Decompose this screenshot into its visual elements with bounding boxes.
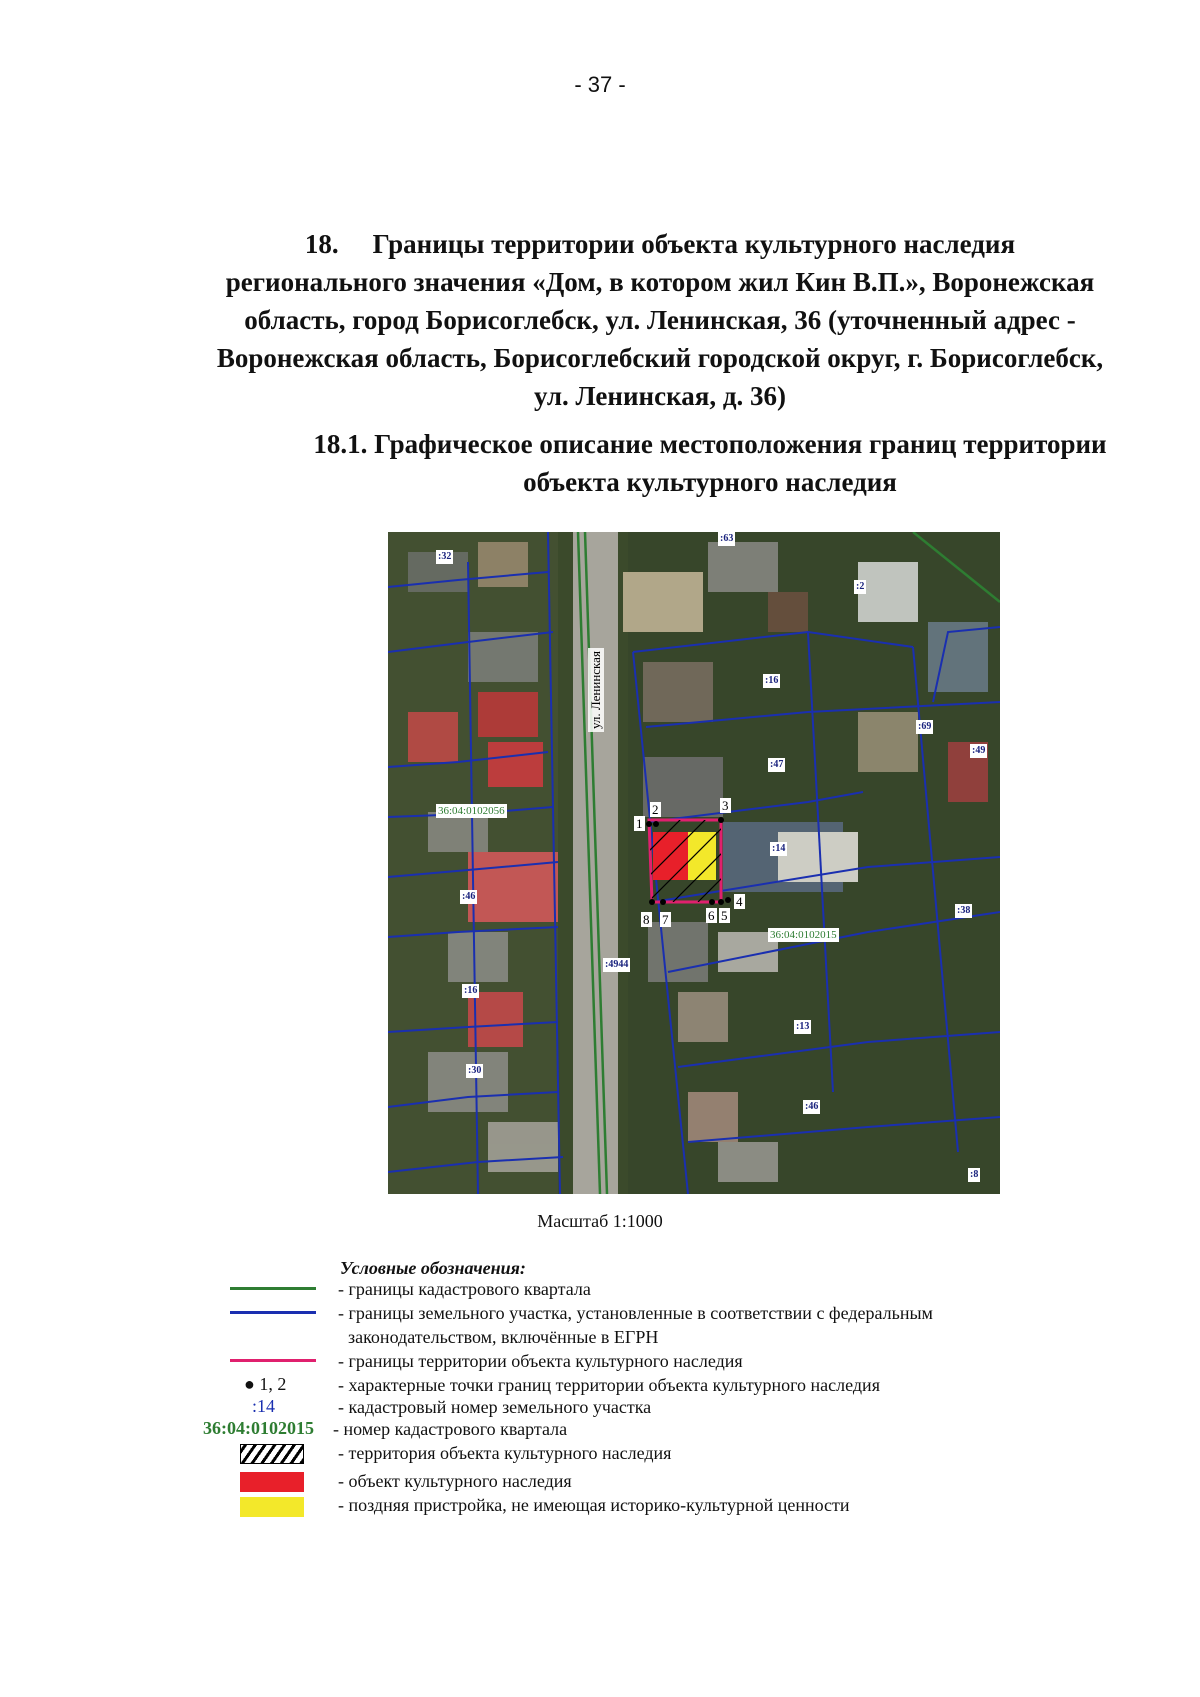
legend-territory-area: - территория объекта культурного наследия xyxy=(338,1443,672,1463)
point-label: 3 xyxy=(722,798,729,813)
title-line-1: Границы территории объекта культурного наследия xyxy=(372,229,1016,259)
point-label: 1 xyxy=(636,816,643,831)
point-label: 8 xyxy=(643,912,650,927)
legend-extension: - поздняя пристройка, не имеющая историко-культурной ценности xyxy=(338,1495,850,1515)
point-label: 4 xyxy=(736,894,743,909)
quarter-label: 36:04:0102056 xyxy=(438,805,505,817)
parcel-label: :16 xyxy=(464,985,478,996)
parcel-label: :2 xyxy=(856,581,865,592)
section-title xyxy=(180,225,1140,415)
legend-heritage-object: - объект культурного наследия xyxy=(338,1471,572,1491)
subsection-title xyxy=(280,425,1140,501)
parcel-label: :32 xyxy=(438,551,452,562)
point-label: 6 xyxy=(708,908,715,923)
title-line-5: ул. Ленинская, д. 36) xyxy=(534,381,786,411)
street-label: ул. Ленинская xyxy=(588,648,604,732)
legend-quarter-number: - номер кадастрового квартала xyxy=(333,1419,568,1439)
parcel-label: :16 xyxy=(765,675,779,686)
parcel-label: :69 xyxy=(918,721,932,732)
territory-hatch-swatch xyxy=(240,1444,304,1464)
quarter-number-symbol: 36:04:0102015 xyxy=(203,1418,314,1438)
legend-parcel-number: - кадастровый номер земельного участка xyxy=(338,1397,652,1417)
parcel-label: :8 xyxy=(970,1169,979,1180)
parcel-label: :4944 xyxy=(605,959,629,970)
page-number: - 37 - xyxy=(574,72,626,97)
quarter-label: 36:04:0102015 xyxy=(770,929,837,941)
quarter-line-swatch xyxy=(230,1287,316,1290)
point-label: 7 xyxy=(662,912,669,927)
parcel-line-swatch xyxy=(230,1311,316,1314)
legend-territory: - границы территории объекта культурного наследия xyxy=(338,1351,743,1371)
parcel-label: :46 xyxy=(462,891,476,902)
section-number: 18. xyxy=(304,229,339,259)
legend-title: Условные обозначения: xyxy=(340,1258,526,1278)
points-symbol: ● 1, 2 xyxy=(244,1374,287,1394)
subtitle-line-2: объекта культурного наследия xyxy=(523,467,897,497)
parcel-label: :46 xyxy=(805,1101,819,1112)
parcel-label: :47 xyxy=(770,759,784,770)
subtitle-line-1: 18.1. Графическое описание местоположения границ территории xyxy=(313,429,1107,459)
extension-swatch xyxy=(240,1497,304,1517)
legend-points: - характерные точки границ территории объекта культурного наследия xyxy=(338,1375,880,1395)
title-line-4: Воронежская область, Борисоглебский городской округ, г. Борисоглебск, xyxy=(216,343,1104,373)
map-drawing xyxy=(388,532,1000,1194)
heritage-object-swatch xyxy=(240,1472,304,1492)
point-label: 5 xyxy=(721,908,728,923)
territory-line-swatch xyxy=(230,1359,316,1362)
parcel-label: :30 xyxy=(468,1065,482,1076)
point-label: 2 xyxy=(652,802,659,817)
parcel-number-symbol: :14 xyxy=(252,1396,276,1416)
parcel-label: :14 xyxy=(772,843,786,854)
title-line-2: регионального значения «Дом, в котором жил Кин В.П.», Воронежская xyxy=(225,267,1095,297)
parcel-label: :38 xyxy=(957,905,971,916)
title-line-3: область, город Борисоглебск, ул. Ленинская, 36 (уточненный адрес - xyxy=(244,305,1076,335)
scale-label: Масштаб 1:1000 xyxy=(537,1211,663,1231)
parcel-label: :49 xyxy=(972,745,986,756)
legend-quarter: - границы кадастрового квартала xyxy=(338,1279,591,1299)
parcel-label: :13 xyxy=(796,1021,810,1032)
legend-parcel-cont: законодательством, включённые в ЕГРН xyxy=(348,1327,659,1347)
legend-parcel: - границы земельного участка, установленные в соответствии с федеральным xyxy=(338,1303,933,1323)
cadastral-map xyxy=(388,532,1000,1194)
parcel-label: :63 xyxy=(720,533,734,544)
